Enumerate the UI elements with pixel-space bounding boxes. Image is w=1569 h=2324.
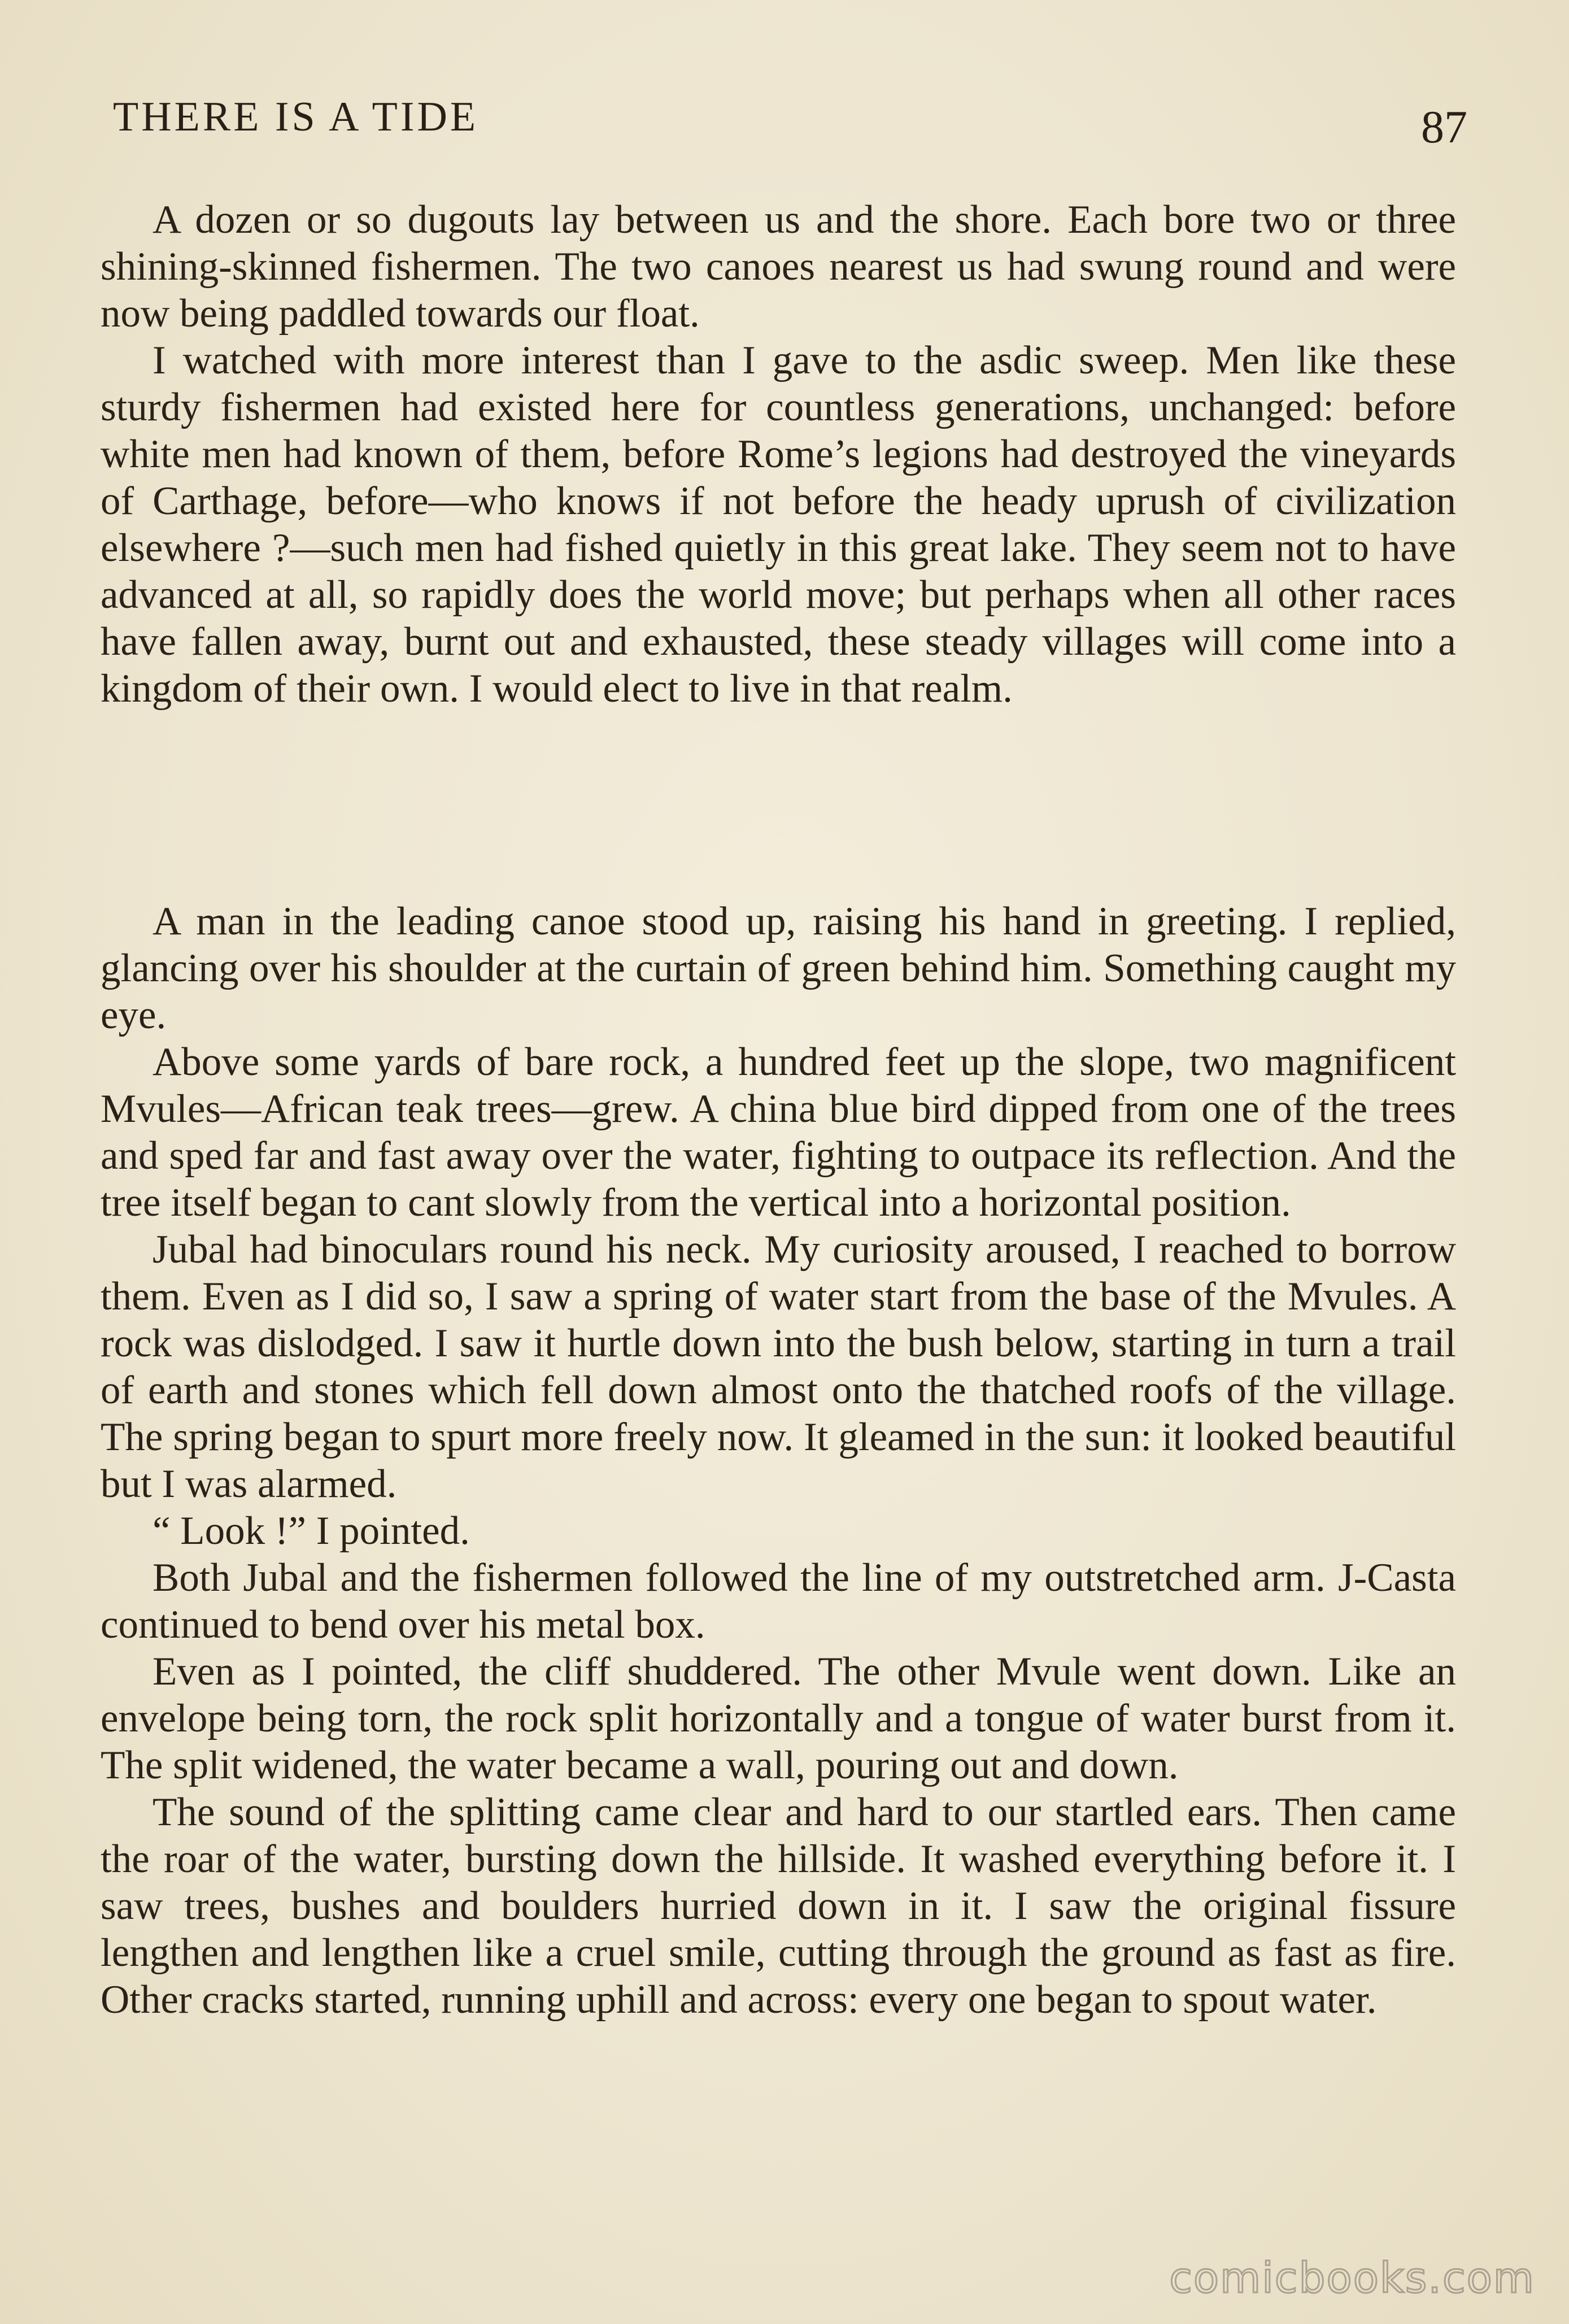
text-block-2	[101, 898, 1456, 2023]
paragraph: A dozen or so dugouts lay between us and the shore. Each bore two or three shining-skinned fishermen. The two canoes nearest us had swung round and were now being paddled towards our float.	[101, 198, 1456, 336]
paragraph: A man in the leading canoe stood up, raising his hand in greeting. I replied, glancing over his shoulder at the curtain of green behind him. Something caught my eye.	[101, 899, 1456, 1037]
paragraph: Both Jubal and the fishermen followed the line of my outstretched arm. J-Casta continued to bend over his metal box.	[101, 1556, 1456, 1647]
paragraph: Even as I pointed, the cliff shuddered. The other Mvule went down. Like an envelope being torn, the rock split horizontally and a tongue of water burst from it. The split widened, the water became a wall, pouring out and down.	[101, 1650, 1456, 1787]
paragraph: Jubal had binoculars round his neck. My curiosity aroused, I reached to borrow them. Even as I did so, I saw a spring of water start from the base of the Mvules. A rock was dislodged. I saw it hurtle down into the bush below, starting in turn a trail of earth and stones which fell down almost onto the thatched roofs of the village. The spring began to spurt more freely now. It gleamed in the sun: it looked beautiful but I was alarmed.	[101, 1228, 1456, 1506]
running-head: THERE IS A TIDE	[113, 94, 479, 140]
watermark: comicbooks.com	[1169, 2254, 1535, 2303]
paragraph: Above some yards of bare rock, a hundred feet up the slope, two magnificent Mvules—African teak trees—grew. A china blue bird dipped from one of the trees and sped far and fast away over the water, fighting to outpace its reflection. And the tree itself began to cant slowly from the vertical into a horizontal position.	[101, 1040, 1456, 1225]
paragraph: I watched with more interest than I gave to the asdic sweep. Men like these sturdy fishermen had existed here for countless generations, unchanged: before white men had known of them, before Rome’s legions had destroyed the vineyards of Carthage, before—who knows if not before the heady uprush of civilization elsewhere ?—such men had fished quietly in this great lake. They seem not to have advanced at all, so rapidly does the world move; but perhaps when all other races have fallen away, burnt out and exhausted, these steady villages will come into a kingdom of their own. I would elect to live in that realm.	[101, 338, 1456, 711]
paragraph: The sound of the splitting came clear and hard to our startled ears. Then came the roar of the water, bursting down the hillside. It washed everything before it. I saw trees, bushes and boulders hurried down in it. I saw the original fissure lengthen and lengthen like a cruel smile, cutting through the ground as fast as fire. Other cracks started, running uphill and across: every one began to spout water.	[101, 1790, 1456, 2022]
text-block-1	[101, 197, 1456, 712]
paragraph: “ Look !” I pointed.	[152, 1509, 470, 1553]
page-number: 87	[1421, 101, 1467, 153]
